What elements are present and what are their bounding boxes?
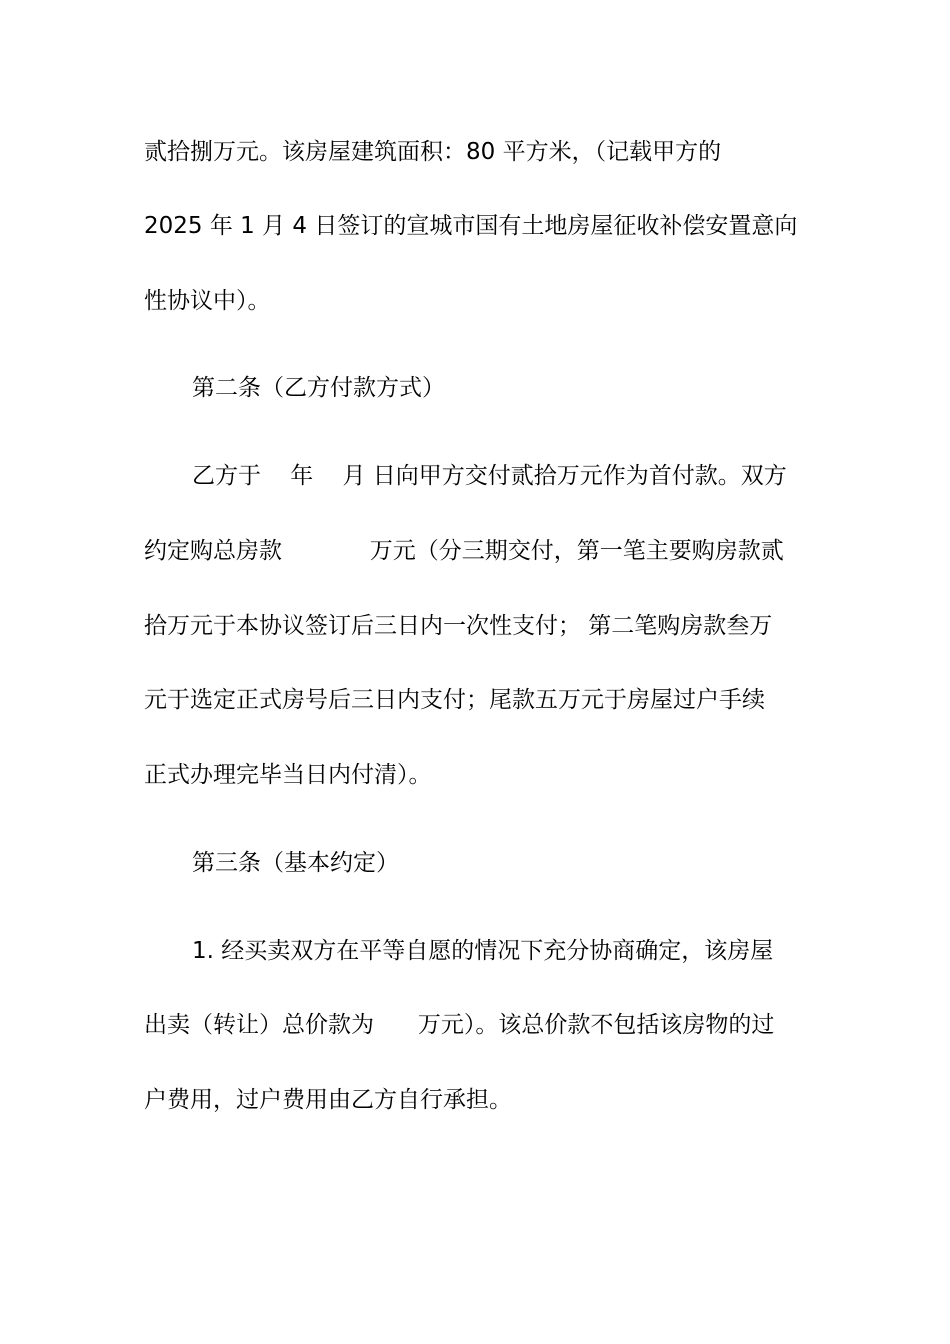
text-line-2: 2025 年 1 月 4 日签订的宣城市国有土地房屋征收补偿安置意向 [144, 213, 798, 239]
text-line-6: 约定购总房款 万元（分三期交付，第一笔主要购房款贰 [144, 538, 784, 564]
text-line-11: 1. 经买卖双方在平等自愿的情况下充分协商确定，该房屋 [192, 938, 774, 964]
text-line-13: 户费用，过户费用由乙方自行承担。 [144, 1087, 512, 1113]
section-heading-article-3: 第三条（基本约定） [192, 850, 399, 876]
text-line-5: 乙方于 年 月 日向甲方交付贰拾万元作为首付款。双方 [192, 463, 787, 489]
section-heading-article-2: 第二条（乙方付款方式） [192, 375, 445, 401]
text-line-1: 贰拾捌万元。该房屋建筑面积：80 平方米，（记载甲方的 [144, 139, 722, 165]
text-line-12: 出卖（转让）总价款为 万元）。该总价款不包括该房物的过 [144, 1012, 775, 1038]
text-line-8: 元于选定正式房号后三日内支付；尾款五万元于房屋过户手续 [144, 687, 765, 713]
text-line-3: 性协议中）。 [144, 288, 271, 314]
text-line-9: 正式办理完毕当日内付清）。 [144, 762, 432, 788]
text-line-7: 拾万元于本协议签订后三日内一次性支付； 第二笔购房款叁万 [144, 613, 773, 639]
